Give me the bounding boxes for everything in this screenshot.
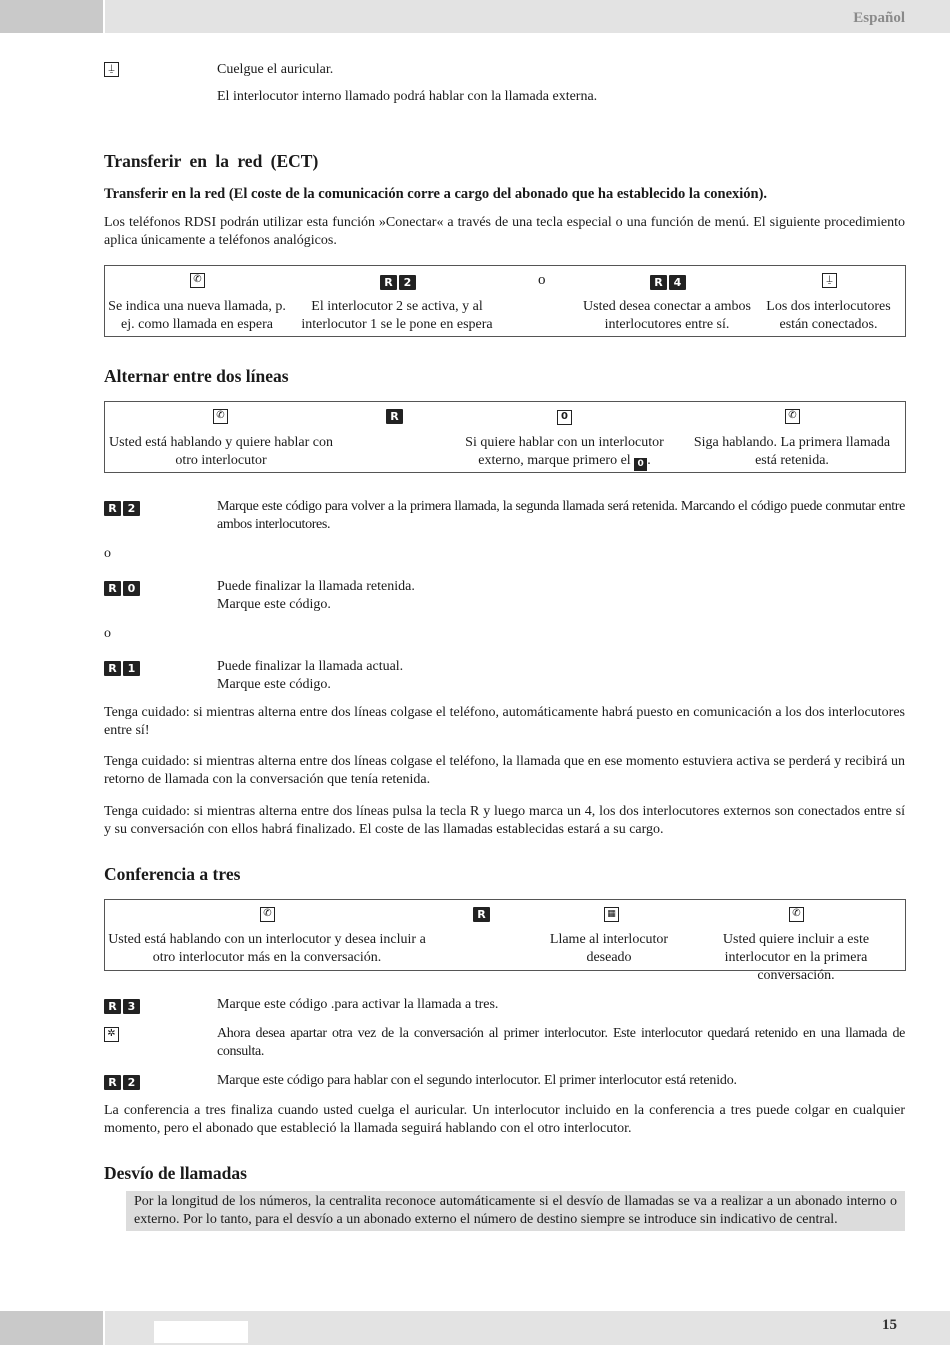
code-r1: R 1 — [104, 659, 142, 677]
conference-step-3: Usted quiere incluir a este interlocutor en la primera conversación. — [722, 932, 870, 983]
ect-subtitle: Transferir en la red (El coste de la comunicación corre a cargo del abonado que ha establecido la conexión). — [104, 186, 768, 202]
handset-icon: ✆ — [785, 409, 800, 424]
r-key: R — [473, 907, 490, 922]
handset-icon: ✆ — [213, 409, 228, 424]
conference-step-2: Llame al interlocutor deseado — [549, 932, 669, 965]
warning-note-2: Tenga cuidado: si mientras alterna entre dos líneas colgase el teléfono, la llamada que en ese momento estuviera activa se perderá y recibirá un retorno de llamada con la conversación que tenía retenida. — [104, 754, 905, 787]
alternate-step-2: Si quiere hablar con un interlocutor externo, marque primero el 0 . — [465, 435, 664, 469]
language-label: Español — [853, 10, 905, 26]
ect-step-3: Usted desea conectar a ambos interlocutores entre sí. — [583, 299, 751, 332]
alternate-heading: Alternar entre dos líneas — [104, 366, 289, 386]
forward-heading: Desvío de llamadas — [104, 1163, 247, 1183]
footer-band-left — [0, 1311, 103, 1345]
handset-icon: ✆ — [789, 907, 804, 922]
warning-note-1: Tenga cuidado: si mientras alterna entre dos líneas colgase el teléfono, automáticamente habrá puesto en comunicación a los dos interlocutores entre sí! — [104, 705, 905, 738]
code-r0-line-1: Puede finalizar la llamada retenida. — [217, 579, 415, 594]
conference-note: La conferencia a tres finaliza cuando usted cuelga el auricular. Un interlocutor incluido en la conferencia a tres puede colgar en cualquier momento, pero el abonado que estableció la llamada seguirá hablando con el otro interlocutor. — [104, 1103, 905, 1136]
ect-heading: Transferir en la red (ECT) — [104, 151, 319, 171]
code-r2: R 2 — [104, 1073, 142, 1091]
code-r1-line-1: Puede finalizar la llamada actual. — [217, 659, 404, 674]
or-separator: o — [104, 546, 111, 561]
dial-keypad-icon: ▦ — [604, 907, 619, 922]
code-r2-text: Marque este código para volver a la primera llamada, la segunda llamada será retenida. Marcando el código puede conmutar entre ambos interlocutores. — [217, 499, 905, 532]
header-band — [105, 0, 950, 33]
ect-step-2: El interlocutor 2 se activa, y al interlocutor 1 se le pone en espera — [301, 299, 493, 332]
alternate-step-1: Usted está hablando y quiere hablar con otro interlocutor — [109, 435, 333, 468]
alternate-step-3: Siga hablando. La primera llamada está retenida. — [693, 435, 891, 468]
handset-icon: ✆ — [190, 273, 205, 288]
handset-icon: ✆ — [260, 907, 275, 922]
ect-step-1: Se indica una nueva llamada, p. ej. como llamada en espera — [108, 299, 286, 332]
header-band-left — [0, 0, 103, 33]
footer-tab — [154, 1321, 248, 1343]
forward-note: Por la longitud de los números, la centralita reconoce automáticamente si el desvío de llamadas se va a realizar a un abonado interno o externo. Por lo tanto, para el desvío a un abonado externo el número de destino siempre se introduce sin indicativo de central. — [134, 1194, 897, 1227]
intro-line-2: El interlocutor interno llamado podrá hablar con la llamada externa. — [217, 89, 598, 104]
ect-step-4: Los dos interlocutores están conectados. — [766, 299, 891, 332]
ect-or: o — [538, 272, 546, 288]
code-r0: R 0 — [104, 579, 142, 597]
code-r0-line-2: Marque este código. — [217, 597, 331, 612]
hang-up-icon: ⍊ — [104, 62, 119, 77]
page-number: 15 — [882, 1317, 897, 1333]
or-separator: o — [104, 626, 111, 641]
code-r2-conference-text: Marque este código para hablar con el segundo interlocutor. El primer interlocutor está retenido. — [217, 1073, 737, 1088]
code-r3-text: Marque este código .para activar la llamada a tres. — [217, 997, 499, 1012]
ect-description: Los teléfonos RDSI podrán utilizar esta función »Conectar« a través de una tecla especial o una función de menú. El siguiente procedimiento aplica únicamente a teléfonos analógicos. — [104, 215, 905, 248]
ect-key-r2: R 2 — [380, 273, 418, 291]
warning-note-3: Tenga cuidado: si mientras alterna entre dos líneas pulsa la tecla R y luego marca un 4, los dos interlocutores externos son conectados entre sí y su conversación con ellos habrá finalizado. El coste de las llamadas establecidas estará a su cargo. — [104, 804, 905, 837]
zero-key-inline: 0 — [634, 458, 647, 471]
zero-key: 0 — [557, 410, 572, 425]
flash-text: Ahora desea apartar otra vez de la conversación al primer interlocutor. Este interlocutor quedará retenido en una llamada de consulta. — [217, 1026, 905, 1059]
conference-step-1: Usted está hablando con un interlocutor y desea incluir a otro interlocutor más en la conversación. — [108, 932, 426, 965]
code-r3: R 3 — [104, 997, 142, 1015]
r-key: R — [386, 409, 403, 424]
conference-heading: Conferencia a tres — [104, 864, 241, 884]
code-r1-line-2: Marque este código. — [217, 677, 331, 692]
intro-line-1: Cuelgue el auricular. — [217, 62, 334, 77]
hang-up-icon: ⍊ — [822, 273, 837, 288]
ect-key-r4: R 4 — [650, 273, 688, 291]
flash-icon: ✲ — [104, 1027, 119, 1042]
code-r2: R 2 — [104, 499, 142, 517]
